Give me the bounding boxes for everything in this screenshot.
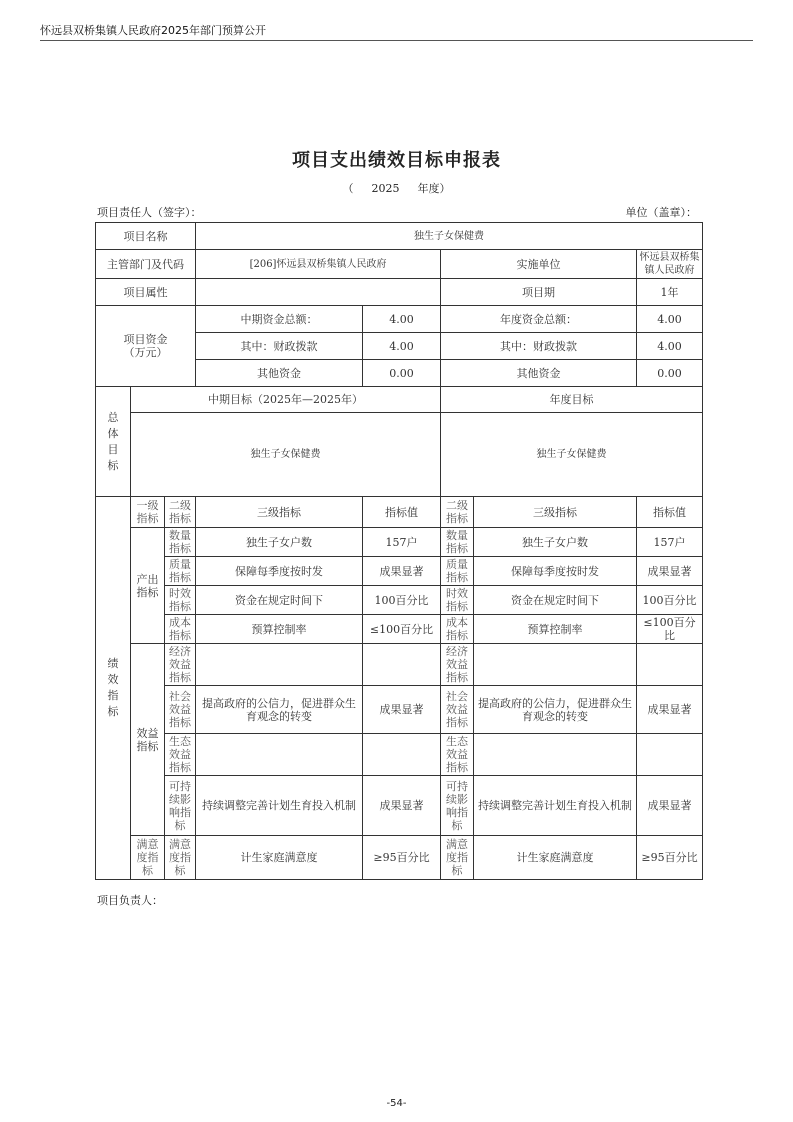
impl-unit-label: 实施单位 [441, 250, 637, 279]
value-mid [363, 644, 441, 686]
dept-value: [206]怀远县双桥集镇人民政府 [196, 250, 441, 279]
level3-mid: 保障每季度按时发 [196, 557, 363, 586]
year-goal-header: 年度目标 [441, 387, 703, 413]
level3-year: 保障每季度按时发 [474, 557, 637, 586]
level3-mid: 资金在规定时间下 [196, 586, 363, 615]
level3-mid: 独生子女户数 [196, 528, 363, 557]
mid-total-value: 4.00 [363, 306, 441, 333]
level2-mid: 经济效益指标 [165, 644, 196, 686]
year-open-paren: （ [342, 182, 354, 195]
value-year: 100百分比 [637, 586, 703, 615]
value-mid [363, 734, 441, 776]
level2-year: 满意度指标 [441, 836, 474, 880]
level2-year: 时效指标 [441, 586, 474, 615]
output-indicator-label: 产出指标 [131, 528, 165, 644]
period-label: 项目期 [441, 279, 637, 306]
mid-fiscal-label: 其中：财政拨款 [196, 333, 363, 360]
project-lead-label: 项目负责人： [97, 894, 163, 907]
table-row [96, 586, 703, 615]
value-year: 157户 [637, 528, 703, 557]
level3-mid: 持续调整完善计划生育投入机制 [196, 776, 363, 836]
col-value-year: 指标值 [637, 497, 703, 528]
attr-label: 项目属性 [96, 279, 196, 306]
col-level1: 一级指标 [131, 497, 165, 528]
year-goal-text: 独生子女保健费 [441, 413, 703, 497]
col-value-mid: 指标值 [363, 497, 441, 528]
value-year: ≤100百分比 [637, 615, 703, 644]
level2-year: 质量指标 [441, 557, 474, 586]
level2-year: 成本指标 [441, 615, 474, 644]
value-year [637, 734, 703, 776]
value-mid: ≤100百分比 [363, 615, 441, 644]
table-row [96, 686, 703, 734]
mid-fiscal-value: 4.00 [363, 333, 441, 360]
level2-mid: 生态效益指标 [165, 734, 196, 776]
funds-label-line1: 项目资金 [123, 333, 168, 346]
level2-mid: 可持续影响指标 [165, 776, 196, 836]
table-row [96, 615, 703, 644]
impl-unit-value: 怀远县双桥集镇人民政府 [637, 250, 703, 279]
table-row [96, 836, 703, 880]
header-divider [40, 40, 753, 41]
period-value: 1年 [637, 279, 703, 306]
level2-year: 经济效益指标 [441, 644, 474, 686]
level2-year: 社会效益指标 [441, 686, 474, 734]
page-header: 怀远县双桥集镇人民政府2025年部门预算公开 [40, 24, 266, 37]
perf-indicator-label: 绩效指标 [96, 497, 131, 880]
table-row [96, 644, 703, 686]
level2-year: 可持续影响指标 [441, 776, 474, 836]
level2-mid: 时效指标 [165, 586, 196, 615]
table-row [96, 734, 703, 776]
table-row [96, 528, 703, 557]
form-year [0, 180, 793, 196]
responsible-signature-label: 项目责任人（签字）： [97, 206, 202, 219]
overall-goal-label: 总体目标 [96, 387, 131, 497]
year-other-value: 0.00 [637, 360, 703, 387]
col-level2-year: 二级指标 [441, 497, 474, 528]
year-fiscal-value: 4.00 [637, 333, 703, 360]
benefit-indicator-label: 效益指标 [131, 644, 165, 836]
funds-label [96, 306, 196, 387]
unit-seal-label: 单位（盖章）： [625, 206, 697, 219]
year-other-label: 其他资金 [441, 360, 637, 387]
level3-year [474, 734, 637, 776]
mid-total-label: 中期资金总额： [196, 306, 363, 333]
col-level3-year: 三级指标 [474, 497, 637, 528]
value-mid: 成果显著 [363, 557, 441, 586]
value-mid: 成果显著 [363, 776, 441, 836]
level2-mid: 满意度指标 [165, 836, 196, 880]
mid-other-value: 0.00 [363, 360, 441, 387]
level3-year: 持续调整完善计划生育投入机制 [474, 776, 637, 836]
level2-year: 数量指标 [441, 528, 474, 557]
level3-year: 独生子女户数 [474, 528, 637, 557]
table-row [96, 557, 703, 586]
year-total-value: 4.00 [637, 306, 703, 333]
attr-value [196, 279, 441, 306]
value-mid: 157户 [363, 528, 441, 557]
level2-year: 生态效益指标 [441, 734, 474, 776]
level3-year [474, 644, 637, 686]
level3-mid: 预算控制率 [196, 615, 363, 644]
mid-goal-text: 独生子女保健费 [131, 413, 441, 497]
value-year: ≥95百分比 [637, 836, 703, 880]
level3-mid [196, 644, 363, 686]
project-name-value: 独生子女保健费 [196, 223, 703, 250]
mid-goal-header: 中期目标（2025年—2025年） [131, 387, 441, 413]
level3-year: 计生家庭满意度 [474, 836, 637, 880]
level3-year: 资金在规定时间下 [474, 586, 637, 615]
year-total-label: 年度资金总额： [441, 306, 637, 333]
funds-label-line2: （万元） [123, 346, 168, 359]
level2-mid: 数量指标 [165, 528, 196, 557]
value-mid: 100百分比 [363, 586, 441, 615]
mid-other-label: 其他资金 [196, 360, 363, 387]
performance-target-table [95, 222, 703, 880]
form-title: 项目支出绩效目标申报表 [292, 150, 501, 171]
level3-year: 预算控制率 [474, 615, 637, 644]
level2-mid: 成本指标 [165, 615, 196, 644]
col-level2-mid: 二级指标 [165, 497, 196, 528]
value-year: 成果显著 [637, 557, 703, 586]
level2-mid: 质量指标 [165, 557, 196, 586]
level3-year: 提高政府的公信力，促进群众生育观念的转变 [474, 686, 637, 734]
year-suffix: 年度） [417, 182, 451, 195]
satisfaction-indicator-label: 满意度指标 [131, 836, 165, 880]
page-number: -54- [386, 1098, 407, 1109]
level3-mid: 计生家庭满意度 [196, 836, 363, 880]
col-level3-mid: 三级指标 [196, 497, 363, 528]
dept-label: 主管部门及代码 [96, 250, 196, 279]
value-year: 成果显著 [637, 776, 703, 836]
table-row [96, 776, 703, 836]
value-year [637, 644, 703, 686]
year-value: 2025 [371, 182, 400, 195]
year-fiscal-label: 其中：财政拨款 [441, 333, 637, 360]
value-year: 成果显著 [637, 686, 703, 734]
value-mid: ≥95百分比 [363, 836, 441, 880]
level3-mid: 提高政府的公信力，促进群众生育观念的转变 [196, 686, 363, 734]
value-mid: 成果显著 [363, 686, 441, 734]
project-name-label: 项目名称 [96, 223, 196, 250]
level3-mid [196, 734, 363, 776]
level2-mid: 社会效益指标 [165, 686, 196, 734]
